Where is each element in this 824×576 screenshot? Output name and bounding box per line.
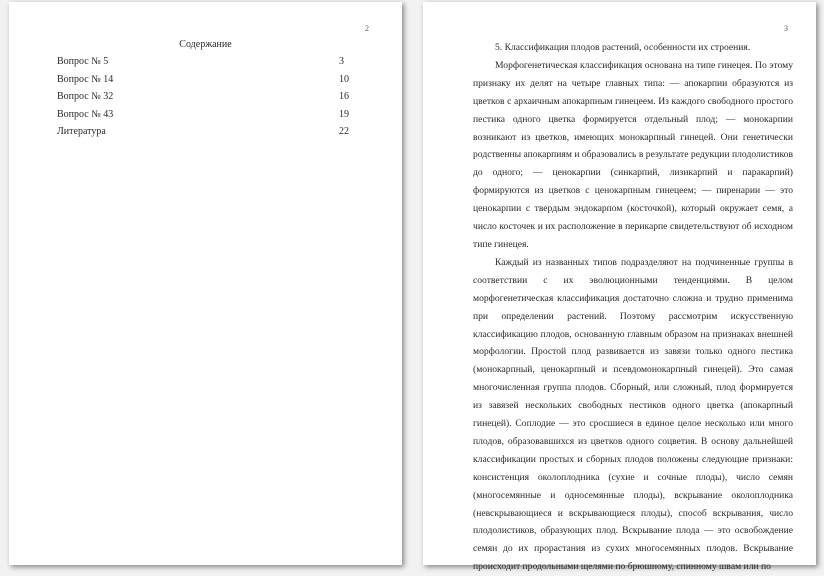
toc-entry	[57, 126, 357, 144]
table-of-contents	[57, 56, 357, 144]
toc-entry-page: 16	[339, 91, 349, 102]
toc-entry-title: Вопрос № 32	[57, 91, 114, 102]
toc-entry-title: Вопрос № 43	[57, 108, 114, 120]
toc-entry-title: Вопрос № 5	[57, 56, 109, 67]
toc-entry-title: Литература	[57, 126, 106, 137]
article-body	[473, 39, 793, 576]
section-heading: 5. Классификация плодов растений, особенности их строения.	[495, 42, 751, 53]
toc-entry	[57, 91, 357, 109]
page-number: 2	[365, 24, 369, 33]
toc-entry	[57, 74, 357, 92]
document-page-left	[9, 2, 402, 565]
body-paragraph: Каждый из названных типов подразделяют на подчиненные группы в соответствии с их эволюционными тенденциями. В целом морфогенетическая классификация достаточно сложна и трудно применима при определении растений. Поэтому рассмотрим искусственную классификацию плодов, основанную главным образом на признаках внешней морфологии. Простой плод развивается из завязи только одного пестика (монокарпный, ценокарпный и псевдомонокарпный гинецей). Это самая многочисленная группа плодов. Сборный, или сложный, плод формируется из завязей нескольких свободных пестиков одного цветка (апокарпный гинецей). Соплодие — это сросшиеся в единое целое несколько или много плодов, образовавшихся из цветков одного соцветия. В основу дальнейшей классификации простых и сборных плодов положены следующие признаки: консистенция околоплодника (сухие и сочные плоды), число семян (многосемянные и односемянные плоды), вскрывание околоплодника (невскрывающиеся и вскрывающиеся плоды), способ вскрывания, число плодолистиков, образующих плод. Вскрывание плода — это освобождение семян до их прорастания из сухих многосемянных плодов. Вскрывание происходит продольными щелями по брюшному, спинному швам или по	[473, 256, 793, 573]
toc-entry	[57, 109, 357, 127]
toc-title: Содержание	[179, 39, 232, 50]
body-paragraph: Морфогенетическая классификация основана на типе гинецея. По этому признаку их делят на четыре главных типа: — апокарпии образуются из цветков с архаичным апокарпным гинецеем. Из каждого свободного простого пестика одного цветка формируется отдельный плод; — монокарпии возникают из цветков, имеющих монокарпный гинецей. Они генетически родственны апокарпиям и образовались в результате редукции плодолистиков до одного; — ценокарпии (синкарпий, лизикарпий и паракарпий) формируются из цветков с ценокарпным гинецеем; — пиренарии — это ценокарпии с твердым эндокарпом (косточкой), который окружает семя, а число косточек и их расположение в перикарпе свидетельствуют об исходном типе гинецея.	[473, 59, 793, 250]
toc-entry-page: 3	[339, 56, 344, 67]
toc-entry-page: 22	[339, 126, 349, 137]
toc-entry-page: 19	[339, 108, 349, 120]
toc-entry-page: 10	[339, 73, 349, 85]
document-page-right	[423, 2, 816, 573]
toc-entry	[57, 56, 357, 74]
toc-entry-title: Вопрос № 14	[57, 73, 114, 85]
page-number: 3	[784, 24, 788, 33]
